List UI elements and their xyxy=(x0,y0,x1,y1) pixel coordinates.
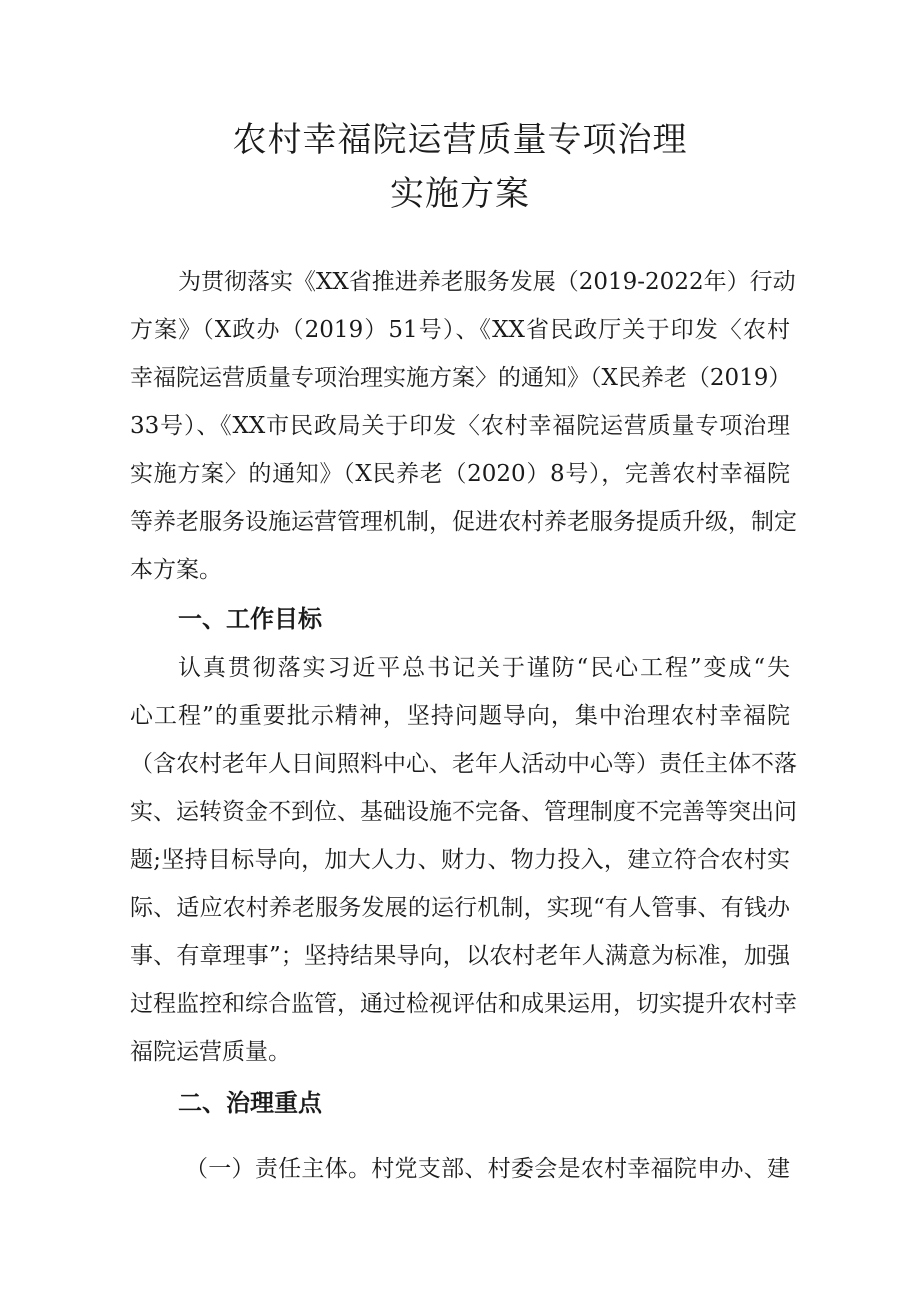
section1-line: 题;坚持目标导向，加大人力、财力、物力投入，建立符合农村实 xyxy=(130,847,790,873)
intro-line: 33号）、《XX市民政局关于印发〈农村幸福院运营质量专项治理 xyxy=(130,413,790,439)
intro-line: 幸福院运营质量专项治理实施方案〉的通知》（X民养老（2019） xyxy=(130,365,792,391)
section-heading-focus: 二、治理重点 xyxy=(178,1089,322,1117)
document-title-line-1: 农村幸福院运营质量专项治理 xyxy=(232,120,688,160)
section2-line: （一）责任主体。村党支部、村委会是农村幸福院申办、建 xyxy=(185,1156,790,1182)
intro-line: 方案》（X政办（2019）51号）、《XX省民政厅关于印发〈农村 xyxy=(130,317,790,343)
section-heading-goals: 一、工作目标 xyxy=(178,605,322,633)
section1-line: 认真贯彻落实习近平总书记关于谨防“民心工程”变成“失 xyxy=(178,655,790,681)
section1-line: 实、运转资金不到位、基础设施不完备、管理制度不完善等突出问 xyxy=(130,799,797,825)
intro-line: 等养老服务设施运营管理机制，促进农村养老服务提质升级，制定 xyxy=(130,509,797,535)
section1-line: 过程监控和综合监管，通过检视评估和成果运用，切实提升农村幸 xyxy=(130,991,797,1017)
section1-line: 际、适应农村养老服务发展的运行机制，实现“有人管事、有钱办 xyxy=(130,895,790,921)
section1-line: 事、有章理事”；坚持结果导向，以农村老年人满意为标准，加强 xyxy=(130,943,790,969)
document-title-line-2: 实施方案 xyxy=(390,174,530,214)
intro-line: 本方案。 xyxy=(130,557,222,583)
intro-line: 为贯彻落实《XX省推进养老服务发展（2019-2022年）行动 xyxy=(178,269,796,295)
intro-line: 实施方案〉的通知》（X民养老（2020）8号），完善农村幸福院 xyxy=(130,461,790,487)
section1-line: （含农村老年人日间照料中心、老年人活动中心等）责任主体不落 xyxy=(130,751,797,777)
section1-line: 福院运营质量。 xyxy=(130,1039,291,1065)
section1-line: 心工程”的重要批示精神，坚持问题导向，集中治理农村幸福院 xyxy=(130,703,790,729)
